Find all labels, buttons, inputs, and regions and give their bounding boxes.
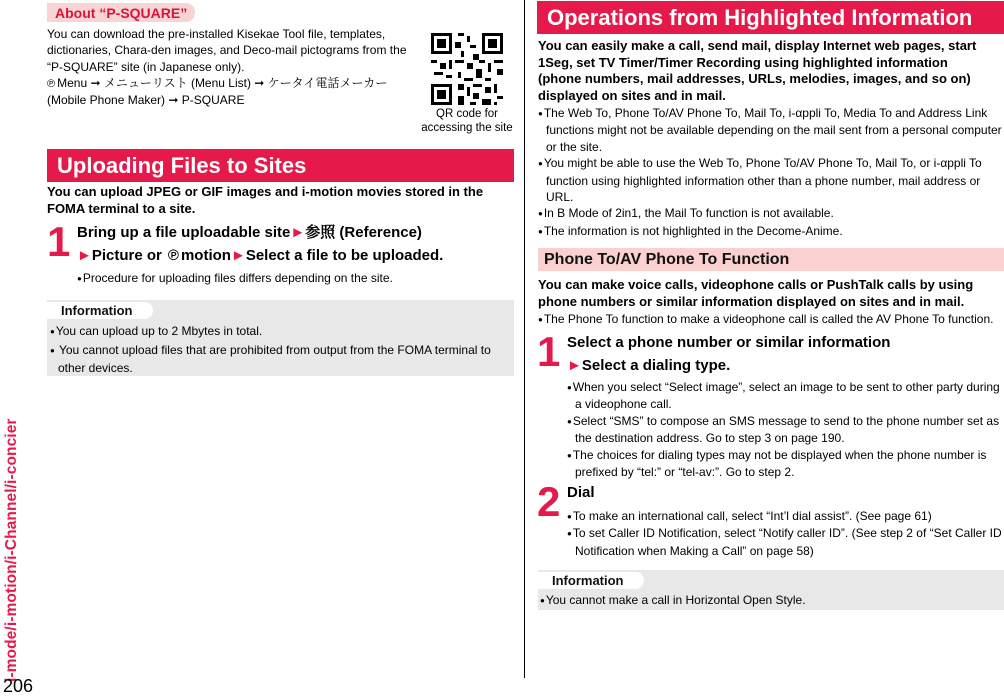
highlight-bullet-text: The Web To, Phone To/AV Phone To, Mail To, i-αppli To, Media To and Address Link	[543, 106, 988, 120]
arrow-icon: ►	[230, 247, 246, 264]
upload-info-box	[47, 300, 514, 376]
upload-info-item: ● You can upload up to 2 Mbytes in total.	[50, 323, 513, 340]
upload-section-title: Uploading Files to Sites	[47, 149, 514, 182]
bullet-text: a videophone call.	[575, 397, 672, 412]
side-tab	[0, 0, 30, 697]
phoneto-step2-number: 2	[537, 478, 561, 525]
psquare-text-line: “P-SQUARE” site (in Japanese only).	[47, 59, 245, 74]
upload-info-text: You cannot upload files that are prohibited from output from the FOMA terminal to	[58, 343, 491, 358]
bullet-text: Notification when Making a Call” on page 58)	[575, 543, 814, 558]
phoneto-note: ● The Phone To function to make a videophone call is called the AV Phone To function.	[538, 311, 1004, 328]
bullet-text: prefixed by “tel:” or “tel-av:”. Go to step 2.	[575, 465, 795, 480]
phoneto-info-item: ● You cannot make a call in Horizontal Open Style.	[540, 592, 1003, 609]
highlight-intro-line: displayed on sites and in mail.	[538, 87, 726, 103]
highlight-section-title: Operations from Highlighted Information	[537, 1, 1004, 34]
upload-step-text: Select a file to be uploaded.	[245, 247, 444, 264]
highlight-bullet	[538, 105, 1004, 155]
bullet-text: Select “SMS” to compose an SMS message to send to the phone number set as	[572, 413, 1000, 428]
highlight-bullet: ● The information is not highlighted in the Decome-Anime.	[538, 223, 1004, 240]
info-label: Information	[538, 572, 644, 589]
arrow-icon: ►	[567, 357, 582, 374]
psquare-text-line: dictionaries, Chara-den images, and Deco-mail pictograms from the	[47, 43, 407, 58]
psquare-path-line: Menu ➞ メニューリスト (Menu List) ➞ ケータイ電話メーカー	[57, 75, 388, 90]
bullet-text: To set Caller ID Notification, select “Notify caller ID”. (See step 2 of “Set Caller ID	[572, 526, 1002, 541]
arrow-icon: ►	[77, 247, 92, 264]
highlight-bullet-text: functions might not be available depending on the mail sent from a personal computer	[546, 123, 1002, 138]
highlight-intro-line: (phone numbers, mail addresses, URLs, melodies, images, and so on)	[538, 71, 971, 86]
highlight-bullet: ● In B Mode of 2in1, the Mail To function is not available.	[538, 205, 1004, 222]
bullet-text: When you select “Select image”, select an image to be sent to other party during	[572, 380, 1000, 394]
phoneto-step1-bullet	[567, 447, 1004, 481]
psquare-text-line: You can download the pre-installed Kisekae Tool file, templates,	[47, 27, 386, 41]
phoneto-step1-bullet	[567, 379, 1004, 413]
phoneto-step1-bullet	[567, 413, 1004, 447]
side-tab-label: i-mode/i-motion/i-Channel/i-concier	[3, 418, 20, 682]
upload-step-note: ● Procedure for uploading files differs depending on the site.	[77, 270, 520, 287]
highlight-intro	[538, 38, 1004, 104]
bullet-text: the destination address. Go to step 3 on page 190.	[575, 431, 845, 446]
psquare-menu-path	[47, 75, 417, 92]
upload-step-text: Picture or	[91, 247, 162, 264]
upload-intro-line: You can upload JPEG or GIF images and i-motion movies stored in the	[47, 184, 484, 199]
phoneto-step1-line: Select a phone number or similar information	[567, 334, 891, 351]
menu-key-icon: ℗	[47, 77, 56, 90]
psquare-path-line: (Mobile Phone Maker) ➞ P-SQUARE	[47, 93, 245, 108]
phoneto-step1-bullets	[567, 379, 1004, 480]
bullet-text: The choices for dialing types may not be displayed when the phone number is	[572, 447, 987, 462]
upload-step-title	[77, 221, 517, 267]
upload-intro-line: FOMA terminal to a site.	[47, 200, 196, 216]
psquare-tag: About “P-SQUARE”	[47, 3, 195, 22]
phoneto-step1-title	[567, 331, 1004, 377]
phoneto-step2-bullet	[567, 525, 1004, 559]
highlight-intro-line: You can easily make a call, send mail, display Internet web pages, start	[538, 38, 977, 53]
phoneto-intro-line: You can make voice calls, videophone calls or PushTalk calls by using	[538, 277, 974, 292]
psquare-text	[47, 26, 417, 108]
qr-caption-line: accessing the site	[421, 122, 513, 134]
phoneto-step1-line: Select a dialing type.	[581, 357, 731, 374]
column-divider	[524, 0, 525, 678]
phoneto-step2-bullets	[567, 508, 1004, 559]
phoneto-info-box	[538, 570, 1004, 610]
qr-code-icon	[428, 30, 506, 108]
highlight-intro-line: 1Seg, set TV Timer/Timer Recording using highlighted information	[538, 54, 948, 70]
upload-info-text: other devices.	[58, 360, 133, 375]
page-number: 206	[3, 676, 34, 696]
upload-step-text: motion	[180, 247, 231, 264]
highlight-bullet-text: or the site.	[546, 139, 603, 154]
upload-step-text: 参照 (Reference)	[305, 224, 422, 241]
highlight-bullet	[538, 155, 1004, 205]
upload-intro	[47, 184, 517, 217]
upload-step-text: Bring up a file uploadable site	[77, 224, 291, 241]
info-label: Information	[47, 302, 153, 319]
phoneto-intro-line: phone numbers or similar information displayed on sites and in mail.	[538, 293, 965, 309]
highlight-bullet-text: URL.	[546, 190, 574, 205]
phoneto-step1-number: 1	[537, 328, 561, 375]
arrow-icon: ►	[290, 224, 306, 241]
phoneto-intro	[538, 277, 1004, 310]
highlight-bullets	[538, 105, 1004, 240]
highlight-bullet-text: You might be able to use the Web To, Phone To/AV Phone To, Mail To, or i-αppli To	[543, 156, 982, 171]
highlight-bullet-text: function using highlighted information other than a phone number, mail address or	[546, 173, 981, 188]
phoneto-step2-bullet: ● To make an international call, select “Int’l dial assist”. (See page 61)	[567, 508, 1004, 525]
qr-caption	[412, 107, 522, 135]
i-mode-icon: ℗	[167, 247, 179, 264]
upload-step-number: 1	[47, 218, 71, 265]
phoneto-step2-title: Dial	[567, 484, 595, 501]
qr-caption-line: QR code for	[436, 108, 498, 120]
phoneto-section-title: Phone To/AV Phone To Function	[538, 248, 1004, 271]
upload-info-item	[50, 342, 513, 376]
